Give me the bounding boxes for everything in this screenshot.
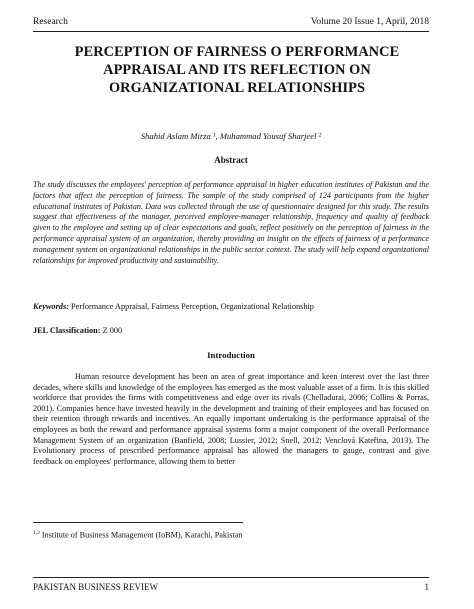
abstract-heading: Abstract — [214, 155, 248, 165]
footnote-mark: 1,2 — [33, 530, 40, 536]
header-rule — [33, 31, 429, 32]
introduction-heading: Introduction — [207, 350, 255, 360]
abstract-text: The study discusses the employees' perception of performance appraisal in higher education institutes of Pakistan and the factors that affect the perception of fairness. The sample of the study comprised of 124 participants from the higher educational institutes of Pakistan. Data was collected through the use of questionnaire designed for this study. The results suggest that effectiveness of the manager, perceived employee-manager relationship, frequency and quality of feedback given to the employee and setting up of clear expectations and goals, reflect positively on the perception of fairness in the performance appraisal system of an organization, thereby providing an insight on the effects of fairness of a performance management system on organizational relationships in the public sector context. The study will help expand organizational relationships for improved productivity and sustainability. — [33, 180, 429, 265]
journal-name: PAKISTAN BUSINESS REVIEW — [33, 582, 158, 592]
keywords-label: Keywords: — [33, 302, 69, 311]
introduction-paragraph: Human resource development has been an area of great importance and keen interest over the last three decades, where skills and knowledge of the employees has emerged as the most valuable asset of a firm. It is this skilled workforce that provides the firms with competitiveness and edge over its rivals (Chelladurai, 2006; Collins & Porras, 2001). Companies hence have invested heavily in the development and training of their employees and has focused on their retention through rewards and incentives. An equally important undertaking is the performance appraisal of the employees as both the reward and performance appraisal systems form a major component of the overall Performance Management System of an organization (Banfield, 2008; Lussier, 2012; Snell, 2012; Venclová Kateřina, 2013). The Evolutionary process of prescribed performance appraisal has allowed the managers to gauge, contrast and give feedback on employees' performance, allowing them to better — [33, 372, 429, 466]
running-footer — [33, 582, 429, 596]
author-line: Shahid Aslam Mirza ¹, Muhammad Yousuf Sharjeel ² — [140, 131, 322, 141]
jel-line — [33, 326, 429, 335]
page-number: 1 — [424, 582, 429, 592]
jel-text: Z 000 — [100, 326, 123, 335]
keywords-line — [33, 302, 429, 311]
jel-label: JEL Classification: — [33, 326, 101, 335]
footnote-rule — [33, 522, 243, 523]
running-header — [33, 17, 429, 31]
paper-title: PERCEPTION OF FAIRNESS O PERFORMANCE APPRAISAL AND ITS REFLECTION ON ORGANIZATIONAL RELATIONSHIPS — [74, 44, 400, 96]
footnote — [33, 530, 429, 540]
section-label: Research — [33, 17, 68, 27]
volume-info: Volume 20 Issue 1, April, 2018 — [310, 17, 429, 27]
footnote-text: Institute of Business Management (IoBM), Karachi, Pakistan — [39, 530, 243, 540]
keywords-text: Performance Appraisal, Fairness Perception, Organizational Relationship — [68, 302, 314, 311]
footer-rule — [33, 577, 429, 578]
